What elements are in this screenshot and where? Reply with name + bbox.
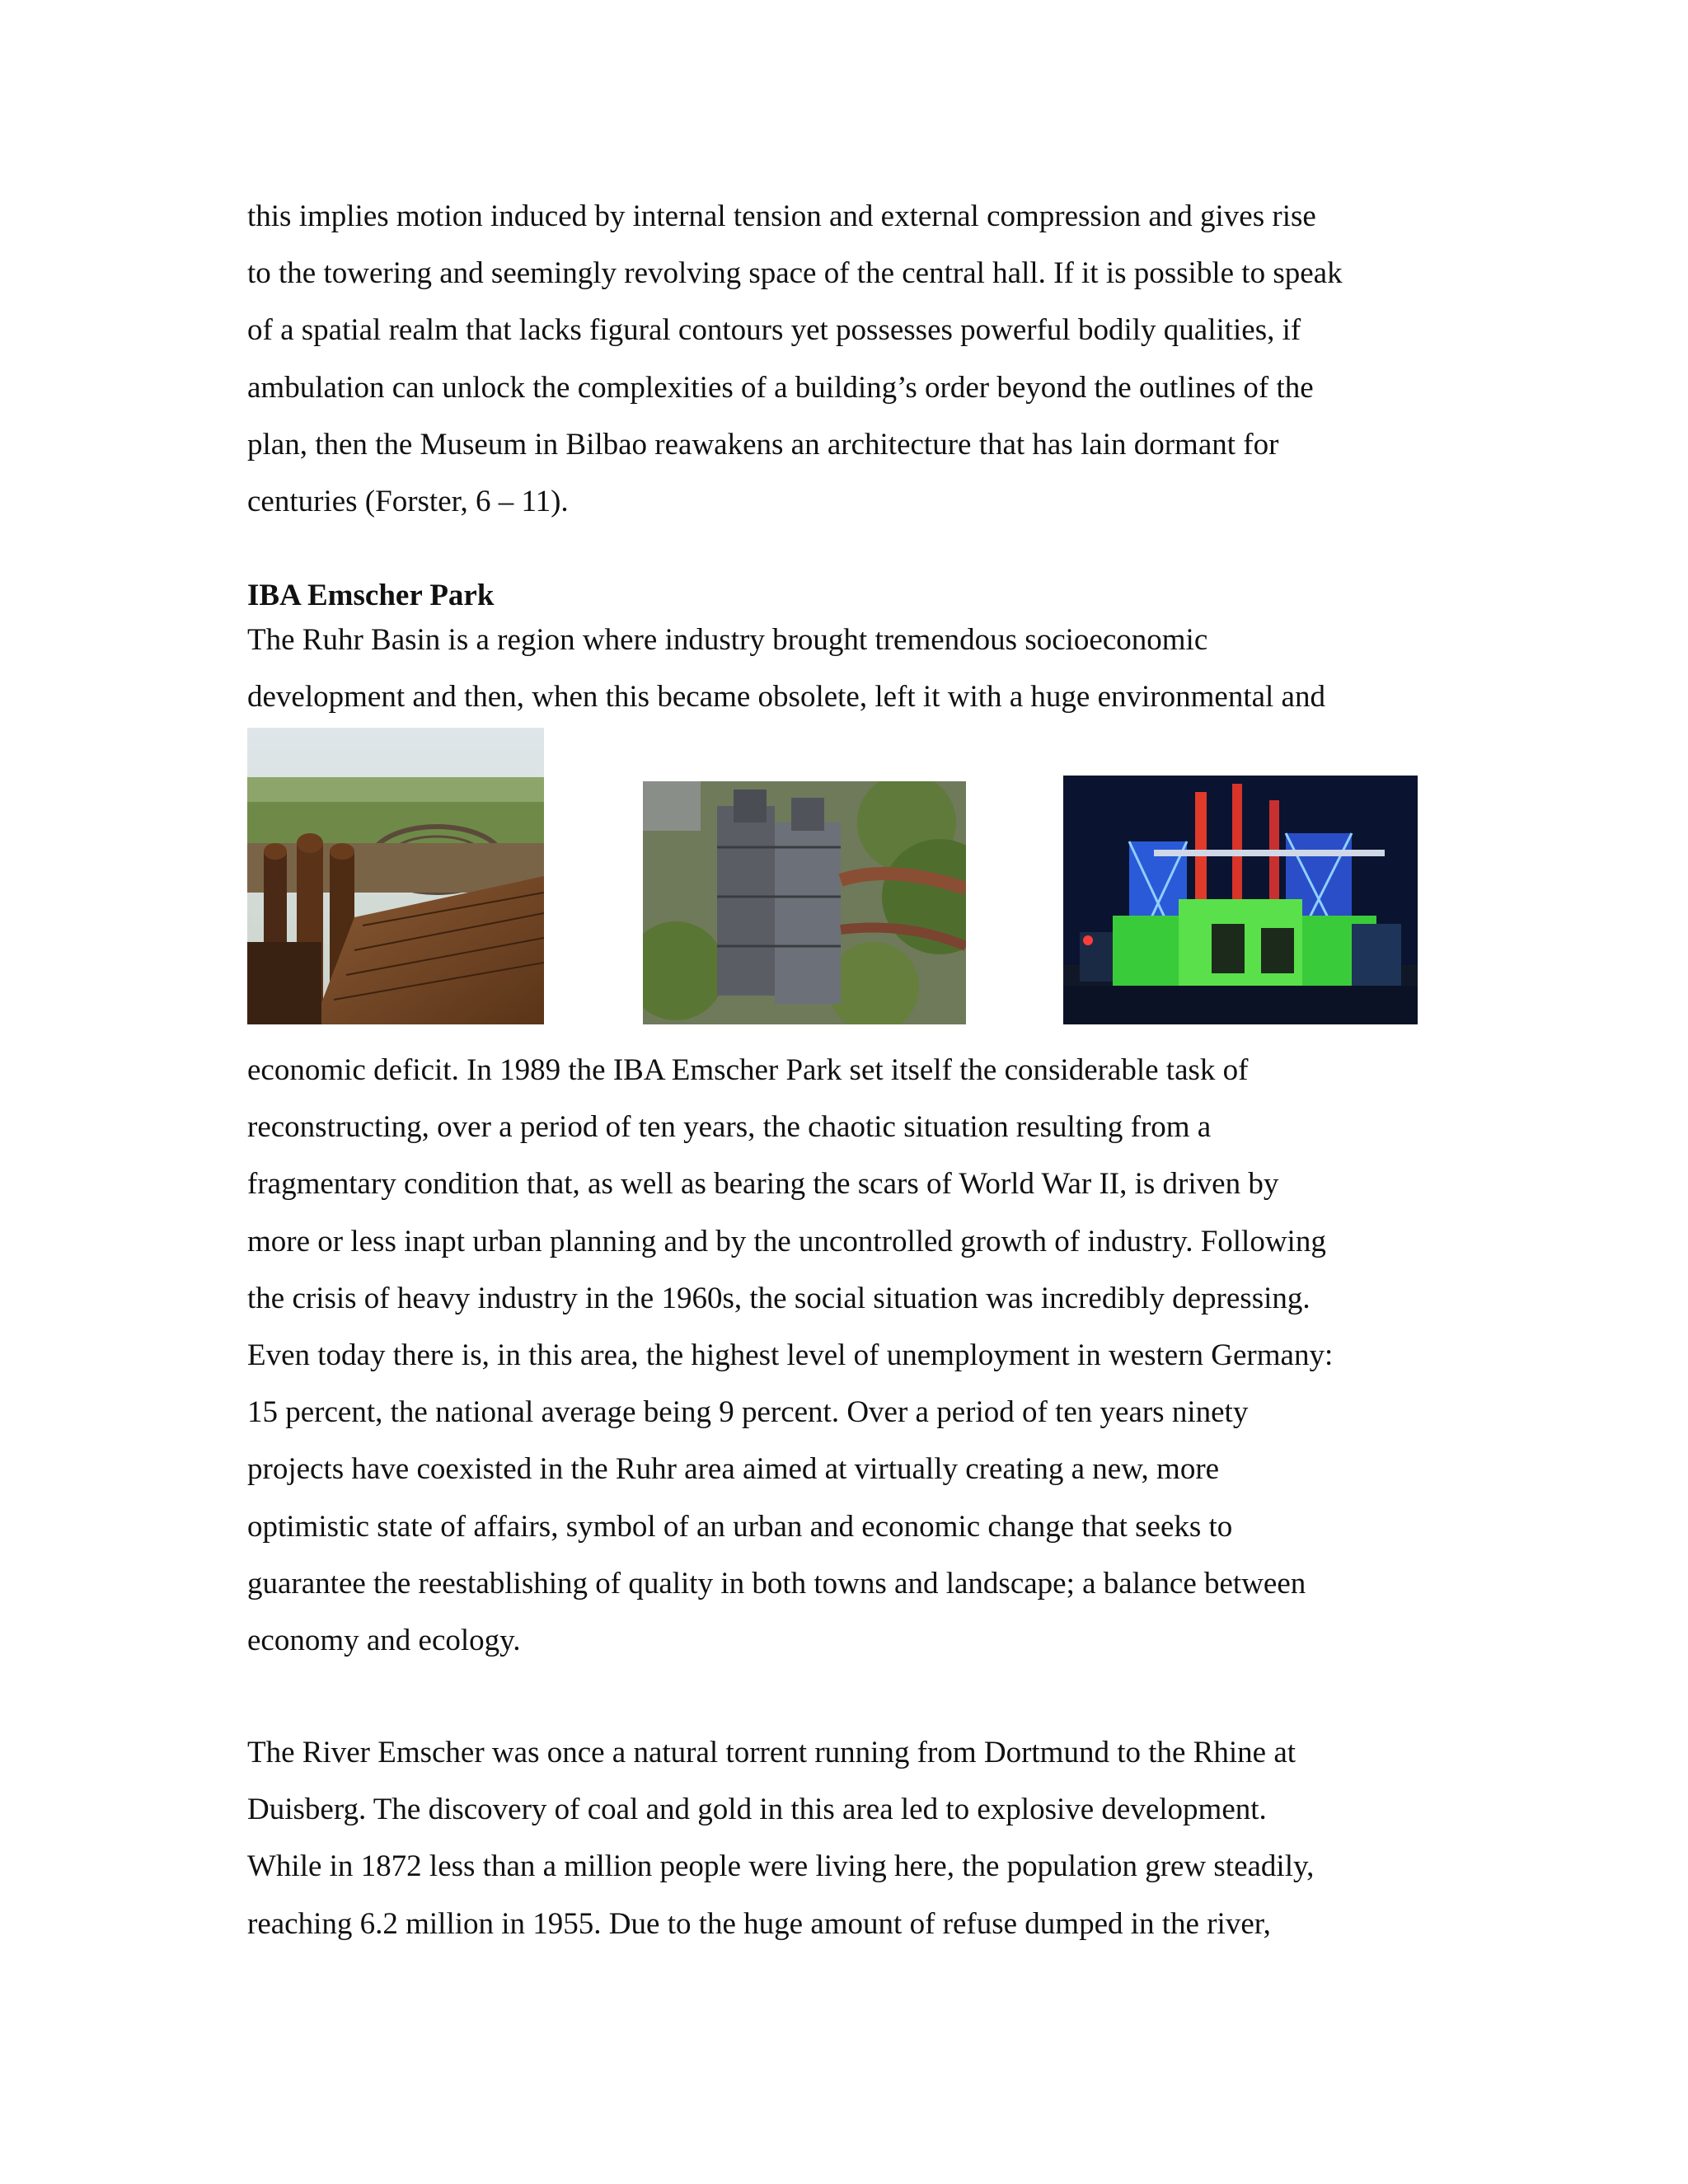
- text-line: to the towering and seemingly revolving space of the central hall. If it is possible to speak: [247, 256, 1343, 291]
- paragraph-1: [247, 188, 1451, 530]
- text-line: this implies motion induced by internal tension and external compression and gives rise: [247, 199, 1316, 233]
- text-line: While in 1872 less than a million people were living here, the population grew steadily,: [247, 1849, 1315, 1884]
- text-line: 15 percent, the national average being 9 percent. Over a period of ten years ninety: [247, 1395, 1249, 1430]
- illuminated-steelworks-night-photo: [1063, 776, 1418, 1024]
- text-line: Duisberg. The discovery of coal and gold in this area led to explosive development.: [247, 1793, 1267, 1827]
- text-line: development and then, when this became obsolete, left it with a huge environmental and: [247, 680, 1325, 715]
- text-line: plan, then the Museum in Bilbao reawakens an architecture that has lain dormant for: [247, 427, 1279, 462]
- text-line: reaching 6.2 million in 1955. Due to the huge amount of refuse dumped in the river,: [247, 1906, 1271, 1941]
- text-line: fragmentary condition that, as well as bearing the scars of World War II, is driven by: [247, 1167, 1279, 1202]
- paragraph-4: [247, 1724, 1451, 1952]
- text-line: the crisis of heavy industry in the 1960s, the social situation was incredibly depressing.: [247, 1281, 1311, 1315]
- text-line: of a spatial realm that lacks figural contours yet possesses powerful bodily qualities, if: [247, 313, 1301, 348]
- text-line: guarantee the reestablishing of quality in both towns and landscape; a balance between: [247, 1566, 1306, 1601]
- text-line: Even today there is, in this area, the highest level of unemployment in western Germany:: [247, 1338, 1334, 1373]
- text-line: more or less inapt urban planning and by the uncontrolled growth of industry. Following: [247, 1224, 1326, 1258]
- paragraph-2: [247, 612, 1451, 725]
- text-line: optimistic state of affairs, symbol of an urban and economic change that seeks to: [247, 1509, 1233, 1544]
- overgrown-blast-furnace-photo: [643, 781, 966, 1024]
- text-line: centuries (Forster, 6 – 11).: [247, 485, 569, 519]
- paragraph-3: [247, 1042, 1451, 1669]
- text-line: projects have coexisted in the Ruhr area aimed at virtually creating a new, more: [247, 1452, 1220, 1487]
- industrial-ruins-landscape-photo: [247, 728, 544, 1024]
- text-line: economic deficit. In 1989 the IBA Emscher Park set itself the considerable task of: [247, 1053, 1249, 1087]
- text-line: The River Emscher was once a natural torrent running from Dortmund to the Rhine at: [247, 1736, 1296, 1769]
- text-line: economy and ecology.: [247, 1624, 521, 1658]
- text-line: ambulation can unlock the complexities of a building’s order beyond the outlines of the: [247, 370, 1314, 405]
- section-heading: IBA Emscher Park: [247, 579, 495, 612]
- text-line: reconstructing, over a period of ten years, the chaotic situation resulting from a: [247, 1110, 1212, 1145]
- text-line: The Ruhr Basin is a region where industry brought tremendous socioeconomic: [247, 623, 1208, 657]
